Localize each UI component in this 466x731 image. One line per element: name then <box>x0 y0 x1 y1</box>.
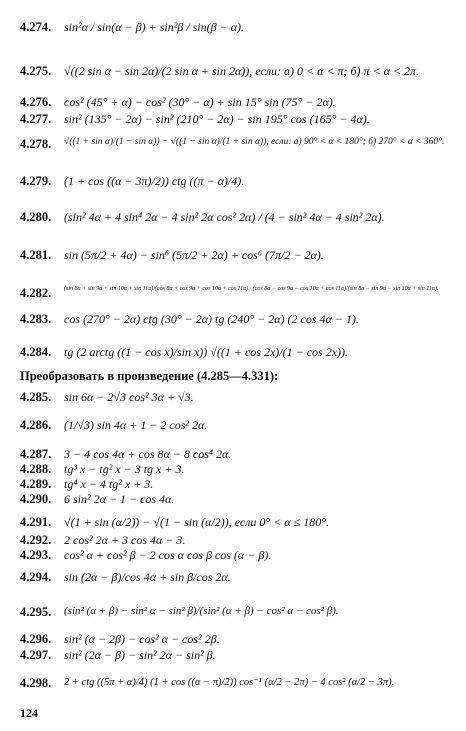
problem-number: 4.278. <box>20 137 52 151</box>
problem-number: 4.275. <box>20 64 52 78</box>
problem-number: 4.280. <box>20 210 52 224</box>
problem-number: 4.293. <box>20 548 52 562</box>
problem-number: 4.281. <box>20 248 52 262</box>
problem-expression: tg (2 arctg ((1 − cos x)/sin x)) √((1 + cos 2x)/(1 − cos 2x)). <box>64 345 349 359</box>
problem-number: 4.285. <box>20 390 52 404</box>
problem-expression: √((2 sin α − sin 2α)/(2 sin α + sin 2α)), если: а) 0 < α < π; б) π < α < 2π. <box>64 64 420 78</box>
problem-number: 4.279. <box>20 174 52 188</box>
problem-expression: sin² (135° − 2α) − sin² (210° − 2α) − sin 195° cos (165° − 4α). <box>64 112 370 126</box>
problem-expression: (sin² 4α + 4 sin⁴ 2α − 4 sin² 2α cos² 2α) / (4 − sin² 4α − 4 sin² 2α). <box>64 210 385 224</box>
problem-number: 4.274. <box>20 20 52 34</box>
problem-expression: sin 6α − 2√3 cos² 3α + √3. <box>64 390 194 404</box>
problem-expression: 6 sin² 2α − 1 − cos 4α. <box>64 492 175 506</box>
problem-number: 4.288. <box>20 462 52 476</box>
problem-expression: (1 + cos ((α − 3π)/2)) ctg ((π − α)/4). <box>64 174 245 188</box>
problem-expression: √((1 + sin α)/(1 − sin α)) − √((1 − sin α)/(1 + sin α)), если: а) 90° < α < 180°; б) 270° < α < 360°. <box>64 137 445 147</box>
problem-expression: 2 cos² 2α + 3 cos 4α − 3. <box>64 533 186 547</box>
problem-number: 4.297. <box>20 648 52 662</box>
problem-expression: sin (5π/2 + 4α) − sin⁶ (5π/2 + 2α) + cos⁶ (7π/2 − 2α). <box>64 248 324 262</box>
problem-number: 4.286. <box>20 418 52 432</box>
problem-expression: sin (2α − β)/cos 4α + sin β/cos 2α. <box>64 570 231 584</box>
page-number: 124 <box>20 706 38 720</box>
problem-number: 4.295. <box>20 605 52 619</box>
problem-number: 4.276. <box>20 95 52 109</box>
problem-expression: √(1 + sin (α/2)) − √(1 − sin (α/2)), если 0° < α ≤ 180°. <box>64 515 330 529</box>
problem-expression: sin²α / sin(α − β) + sin²β / sin(β − α). <box>64 20 244 34</box>
section-title: Преобразовать в произведение (4.285—4.331): <box>20 369 279 383</box>
problem-number: 4.283. <box>20 312 52 326</box>
problem-expression: sin² (2α − β) − sin² 2α − sin² β. <box>64 648 216 662</box>
problem-expression: cos² (45° + α) − cos² (30° − α) + sin 15° sin (75° − 2α). <box>64 95 336 109</box>
problem-number: 4.291. <box>20 515 52 529</box>
problem-expression: cos (270° − 2α) ctg (30° − 2α) tg (240° − 2α) (2 cos 4α − 1). <box>64 312 359 326</box>
problem-number: 4.277. <box>20 112 52 126</box>
problem-expression: 3 − 4 cos 4α + cos 8α − 8 cos⁴ 2α. <box>64 447 232 461</box>
problem-expression: (sin 8α + sin 9α + sin 10α + sin 11α)/(cos 8α + cos 9α + cos 10α + cos 11α) · (cos 8α − cos 9α − cos 10α + cos 11α)/(sin 8α − sin 9α − sin 10α + sin 11α). <box>64 286 439 292</box>
problem-number: 4.292. <box>20 533 52 547</box>
problem-expression: (sin² (α + β) − sin² α − sin² β)/(sin² (α + β) − cos² α − cos² β). <box>64 605 339 617</box>
problem-number: 4.289. <box>20 477 52 491</box>
problem-expression: sin² (α − 2β) − cos² α − cos² 2β. <box>64 632 220 646</box>
problem-expression: cos² α + cos² β − 2 cos α cos β cos (α − β). <box>64 548 272 562</box>
problem-expression: tg⁴ x − 4 tg² x + 3. <box>64 477 154 491</box>
problem-number: 4.298. <box>20 676 52 690</box>
problem-number: 4.287. <box>20 447 52 461</box>
problem-number: 4.284. <box>20 345 52 359</box>
problem-number: 4.282. <box>20 286 52 300</box>
problem-expression: tg³ x − tg² x − 3 tg x + 3. <box>64 462 185 476</box>
problem-number: 4.296. <box>20 632 52 646</box>
problem-expression: 2 + ctg ((5π + α)/4) (1 + cos ((α − π)/2)) cos⁻¹ (α/2 − 2π) − 4 cos² (α/2 − 3π). <box>64 677 395 688</box>
problem-expression: (1/√3) sin 4α + 1 − 2 cos² 2α. <box>64 418 208 432</box>
problem-number: 4.290. <box>20 492 52 506</box>
problem-number: 4.294. <box>20 570 52 584</box>
